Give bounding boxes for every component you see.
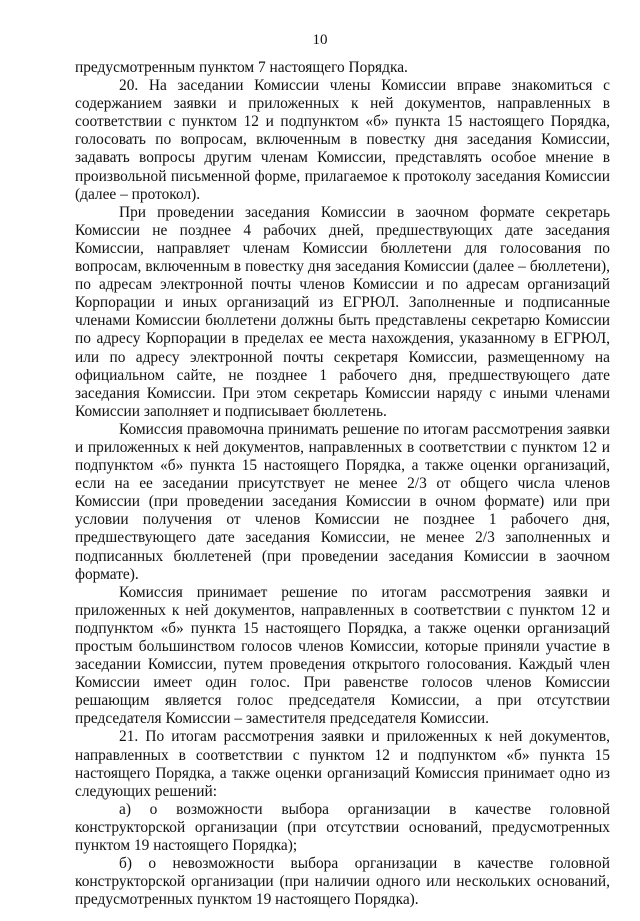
paragraph-voting: Комиссия принимает решение по итогам рассмотрения заявки и приложенных к ней документов, направленных в соответствии с пунктом 12 и подпунктом «б» пункта 15 настоящего Порядка, а также оценки организаций простым большинством голосов членов Комиссии, которые приняли участие в заседании Комиссии, путем проведения открытого голосования. Каждый член Комиссии имеет один голос. При равенстве голосов членов Комиссии решающим является голос председателя Комиссии, а при отсутствии председателя Комиссии – заместителя председателя Комиссии.: [75, 583, 610, 728]
paragraph-item-21: 21. По итогам рассмотрения заявки и приложенных к ней документов, направленных в соответствии с пунктом 12 и подпунктом «б» пункта 15 настоящего Порядка, а также оценки организаций Комиссия принимает одно из следующих решений:: [75, 728, 610, 800]
paragraph-decision-a: а) о возможности выбора организации в качестве головной конструкторской организации (при отсутствии оснований, предусмотренных пунктом 19 настоящего Порядка);: [75, 800, 610, 855]
paragraph-decision-b: б) о невозможности выбора организации в качестве головной конструкторской организации (при наличии одного или нескольких оснований, предусмотренных пунктом 19 настоящего Порядка).: [75, 855, 610, 909]
document-body: [75, 59, 610, 909]
paragraph-item-20: 20. На заседании Комиссии члены Комиссии вправе знакомиться с содержанием заявки и приложенных к ней документов, направленных в соответствии с пунктом 12 и подпунктом «б» пункта 15 настоящего Порядка, голосовать по вопросам, включенным в повестку дня заседания Комиссии, задавать вопросы другим членам Комиссии, представлять особое мнение в произвольной письменной форме, прилагаемое к протоколу заседания Комиссии (далее – протокол).: [75, 77, 610, 203]
paragraph-remote-meeting: При проведении заседания Комиссии в заочном формате секретарь Комиссии не позднее 4 рабочих дней, предшествующих дате заседания Комиссии, направляет членам Комиссии бюллетени для голосования по вопросам, включенным в повестку дня заседания Комиссии (далее – бюллетени), по адресам электронной почты членов Комиссии и по адресам организаций Корпорации и иных организаций из ЕГРЮЛ. Заполненные и подписанные членами Комиссии бюллетени должны быть представлены секретарю Комиссии по адресу Корпорации в пределах ее места нахождения, указанному в ЕГРЮЛ, или по адресу электронной почты секретаря Комиссии, размещенному на официальном сайте, не позднее 1 рабочего дня, предшествующего дате заседания Комиссии. При этом секретарь Комиссии наряду с иными членами Комиссии заполняет и подписывает бюллетень.: [75, 203, 610, 420]
paragraph-quorum: Комиссия правомочна принимать решение по итогам рассмотрения заявки и приложенных к ней документов, направленных в соответствии с пунктом 12 и подпунктом «б» пункта 15 настоящего Порядка, а также оценки организаций, если на ее заседании присутствует не менее 2/3 от общего числа членов Комиссии (при проведении заседания Комиссии в очном формате) или при условии получения от членов Комиссии не позднее 1 рабочего дня, предшествующего дате заседания Комиссии, не менее 2/3 заполненных и подписанных бюллетеней (при проведении заседания Комиссии в заочном формате).: [75, 420, 610, 583]
page-number: 10: [312, 32, 328, 48]
paragraph-continuation: предусмотренным пунктом 7 настоящего Порядка.: [75, 59, 408, 76]
